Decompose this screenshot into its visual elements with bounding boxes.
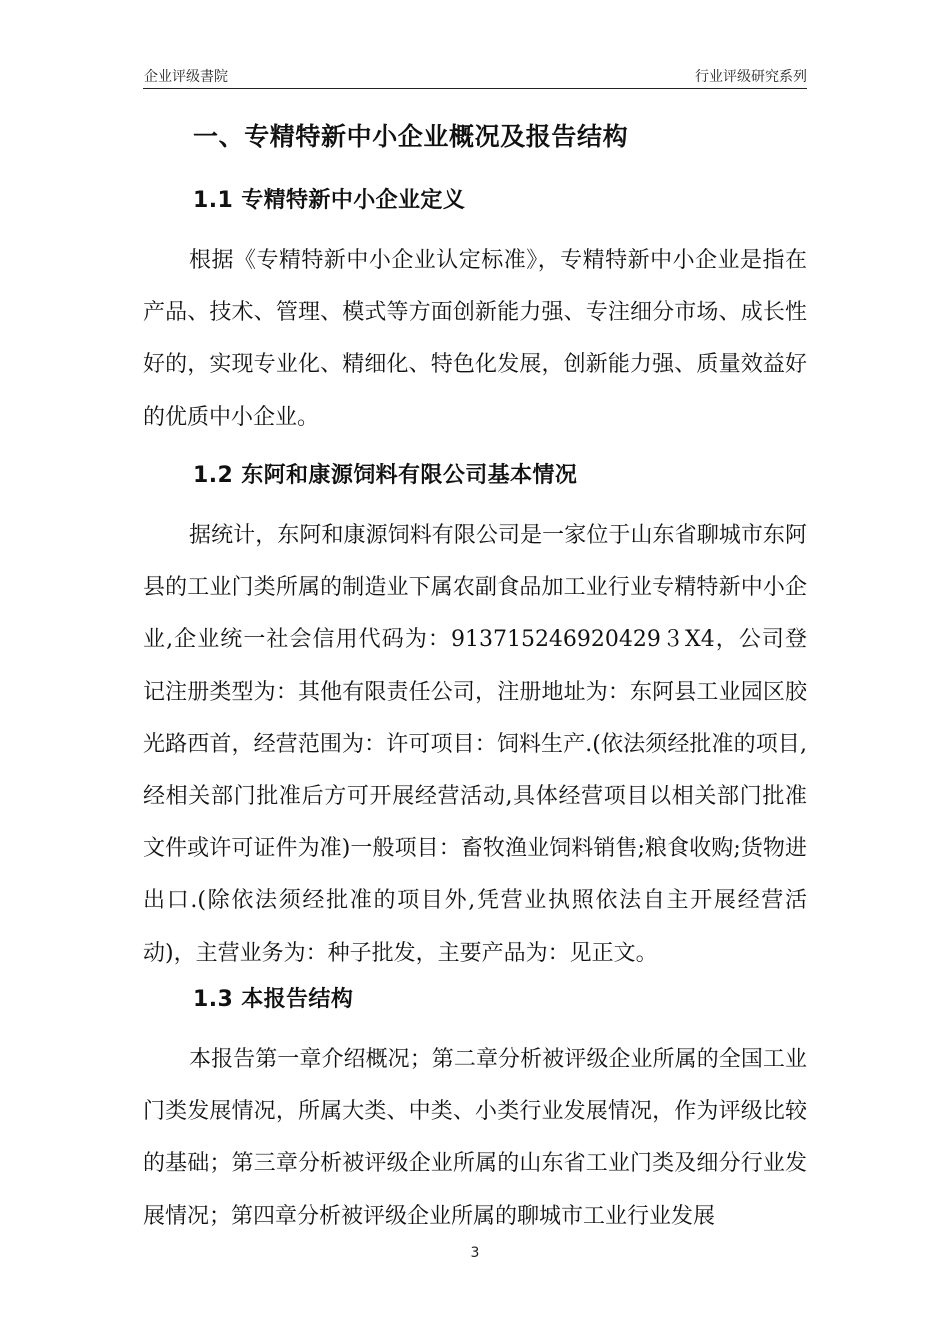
header-right-text: 行业评级研究系列	[695, 69, 807, 85]
section-title-1-3: 1.3 本报告结构	[193, 987, 354, 1012]
page-number: 3	[470, 1245, 480, 1261]
chapter-title: 一、专精特新中小企业概况及报告结构	[193, 122, 629, 151]
section-paragraph-1-2: 据统计，东阿和康源饲料有限公司是一家位于山东省聊城市东阿县的工业门类所属的制造业下属农副食品加工业行业专精特新中小企业,企业统一社会信用代码为：913715246920429３X4，公司登记注册类型为：其他有限责任公司，注册地址为：东阿县工业园区胶光路西首，经营范围为：许可项目：饲料生产.(依法须经批准的项目,经相关部门批准后方可开展经营活动,具体经营项目以相关部门批准文件或许可证件为准)一般项目：畜牧渔业饲料销售;粮食收购;货物进出口.(除依法须经批准的项目外,凭营业执照依法自主开展经营活动)，主营业务为：种子批发，主要产品为：见正文。	[143, 523, 807, 966]
header-left-text: 企业评级書院	[144, 69, 228, 85]
section-title-1-2: 1.2 东阿和康源饲料有限公司基本情况	[193, 463, 578, 488]
section-paragraph-1-3: 本报告第一章介绍概况；第二章分析被评级企业所属的全国工业门类发展情况，所属大类、中类、小类行业发展情况，作为评级比较的基础；第三章分析被评级企业所属的山东省工业门类及细分行业发展情况；第四章分析被评级企业所属的聊城市工业行业发展	[143, 1047, 807, 1229]
page-header	[143, 64, 807, 89]
section-paragraph-1-1: 根据《专精特新中小企业认定标准》，专精特新中小企业是指在产品、技术、管理、模式等方面创新能力强、专注细分市场、成长性好的，实现专业化、精细化、特色化发展，创新能力强、质量效益好的优质中小企业。	[143, 248, 807, 430]
section-title-1-1: 1.1 专精特新中小企业定义	[193, 188, 466, 213]
